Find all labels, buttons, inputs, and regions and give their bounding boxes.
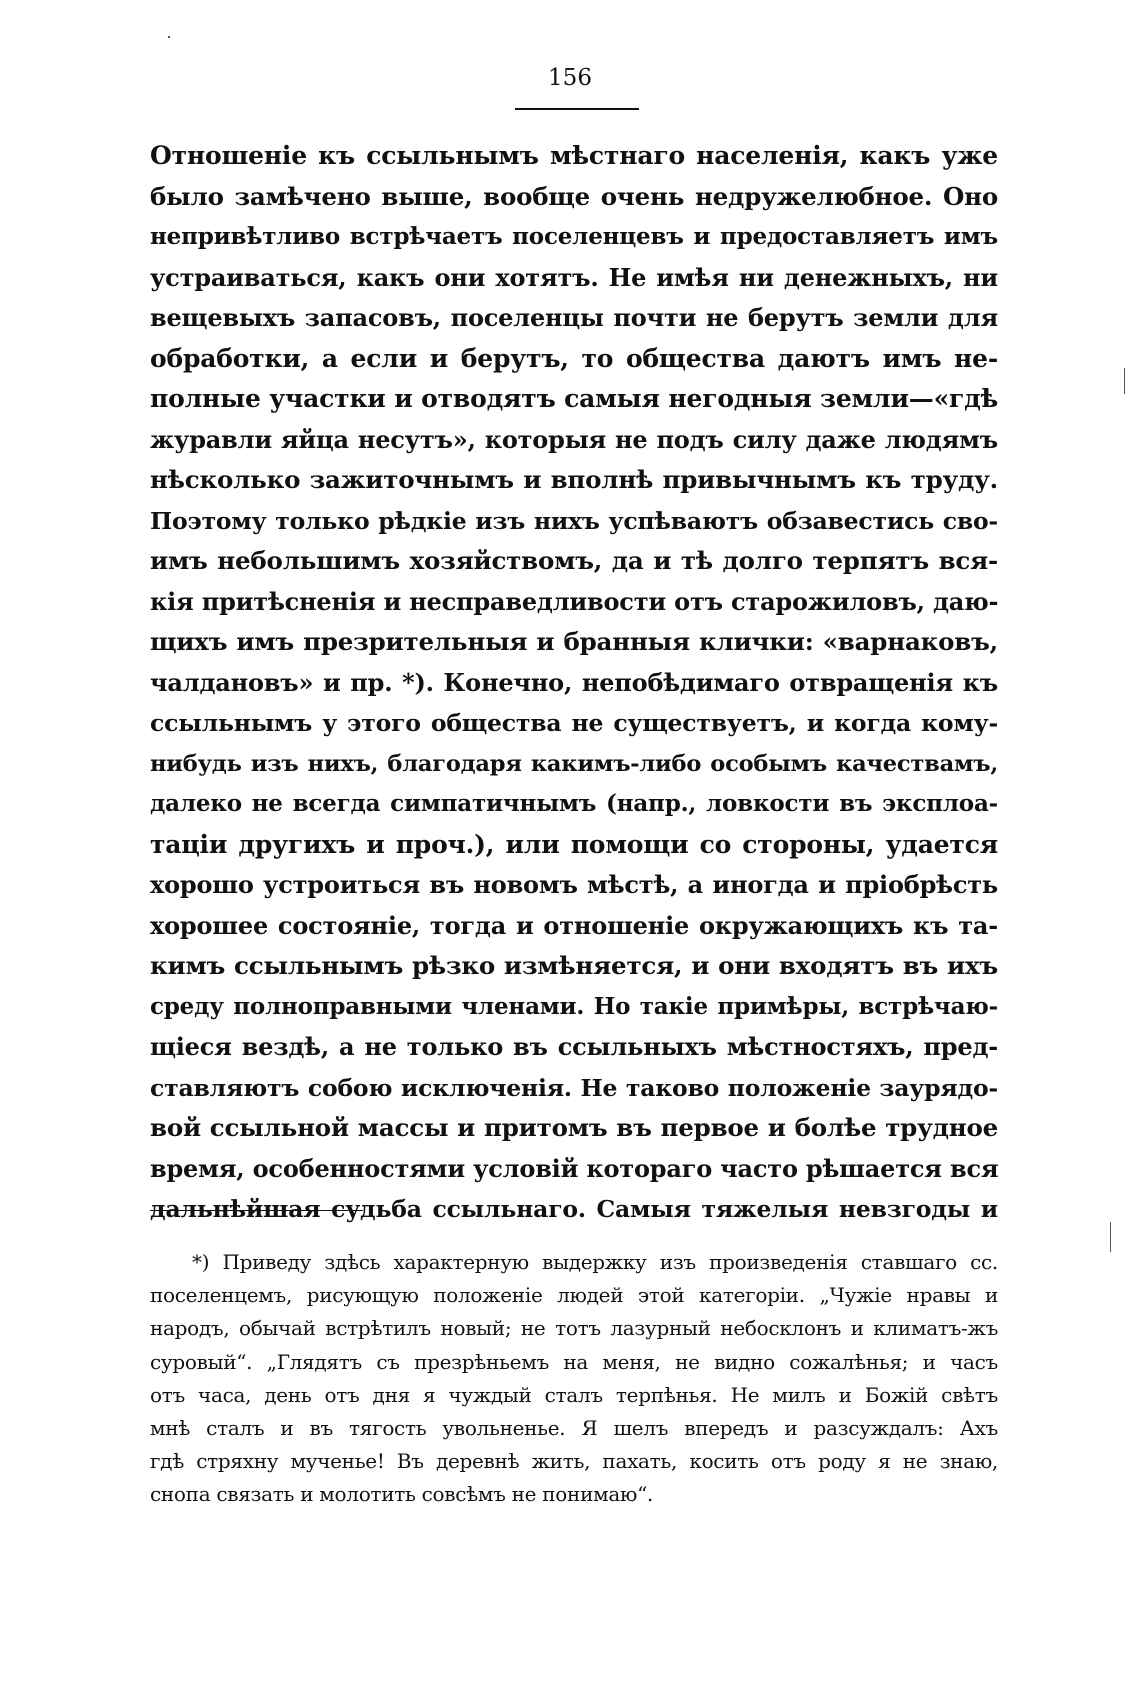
footnote-line: снопа связать и молотить совсѣмъ не понимаю“. [150,1482,654,1507]
scan-speck [1110,1222,1111,1252]
text-line: кія притѣсненія и несправедливости отъ старожиловъ, даю- [150,586,999,616]
text-line: было замѣчено выше, вообще очень недружелюбное. Оно [150,181,998,211]
text-line: полные участки и отводятъ самыя негодныя земли—«гдѣ [150,384,998,413]
text-line: чалдановъ» и пр. *). Конечно, непобѣдимаго отвращенія къ [150,667,998,697]
footnote-line: суровый“. „Глядятъ съ презрѣньемъ на меня, не видно сожалѣнья; и часъ [150,1349,998,1374]
scan-speck [168,36,170,38]
text-line: кимъ ссыльнымъ рѣзко измѣняется, и они входятъ въ ихъ [150,951,998,980]
text-line: имъ небольшимъ хозяйствомъ, да и тѣ долго терпятъ вся- [150,546,998,575]
text-line: время, особенностями условій котораго часто рѣшается вся [150,1153,999,1183]
text-line: ставляютъ собою исключенія. Не таково положеніе заурядо- [150,1073,998,1102]
footnote-line: гдѣ стряхну мученье! Въ деревнѣ жить, пахать, косить отъ роду я не знаю, [150,1449,998,1474]
text-line: непривѣтливо встрѣчаетъ поселенцевъ и предоставляетъ имъ [150,223,998,250]
footnote-line: отъ часа, день отъ дня я чуждый сталъ терпѣнья. Не милъ и Божій свѣтъ [150,1382,998,1407]
text-line: вещевыхъ запасовъ, поселенцы почти не берутъ земли для [150,303,998,332]
text-line: устраиваться, какъ они хотятъ. Не имѣя ни денежныхъ, ни [150,262,998,292]
text-line: нибудь изъ нихъ, благодаря какимъ-либо особымъ качествамъ, [150,750,998,777]
text-line: вой ссыльной массы и притомъ въ первое и болѣе трудное [150,1113,998,1142]
page-number: 156 [548,65,592,91]
text-line: Отношеніе къ ссыльнымъ мѣстнаго населенія, какъ уже [150,141,998,170]
text-line: щихъ имъ презрительныя и бранныя клички: «варнаковъ, [150,627,998,656]
main-text [150,136,998,1230]
footnote-line: поселенцемъ, рисующую положеніе людей этой категоріи. „Чужіе нравы и [150,1283,998,1308]
text-line: таціи другихъ и проч.), или помощи со стороны, удается [150,829,998,859]
text-line: ссыльнымъ у этого общества не существуетъ, и когда кому- [150,709,998,737]
footnote-line: народъ, обычай встрѣтилъ новый; не тотъ лазурный небосклонъ и климатъ-жъ [150,1316,998,1341]
text-line: далеко не всегда симпатичнымъ (напр., ловкости въ эксплоа- [150,790,998,817]
text-line: хорошо устроиться въ новомъ мѣстѣ, а иногда и пріобрѣсть [150,870,998,899]
text-line: хорошее состояніе, тогда и отношеніе окружающихъ къ та- [150,910,998,940]
footnote-rule [150,1210,363,1211]
text-line: нѣсколько зажиточнымъ и вполнѣ привычнымъ къ труду. [150,465,998,494]
text-line: среду полноправными членами. Но такіе примѣры, встрѣчаю- [150,992,998,1020]
scan-speck [1124,368,1125,394]
text-line: дальнѣйшая судьба ссыльнаго. Самыя тяжелыя невзгоды и [150,1195,998,1223]
header-rule [515,108,639,110]
footnote-line: *) Приведу здѣсь характерную выдержку изъ произведенія ставшаго сс. [192,1250,998,1274]
footnote-line: мнѣ сталъ и въ тягость увольненье. Я шелъ впередъ и разсуждалъ: Ахъ [150,1415,998,1440]
text-line: журавли яйца несутъ», которыя не подъ силу даже людямъ [150,424,998,454]
footnote [150,1246,998,1512]
text-line: обработки, а если и берутъ, то общества даютъ имъ не- [150,343,998,373]
text-line: Поэтому только рѣдкіе изъ нихъ успѣваютъ обзавестись сво- [150,506,998,535]
text-line: щіеся вездѣ, а не только въ ссыльныхъ мѣстностяхъ, пред- [150,1032,998,1061]
